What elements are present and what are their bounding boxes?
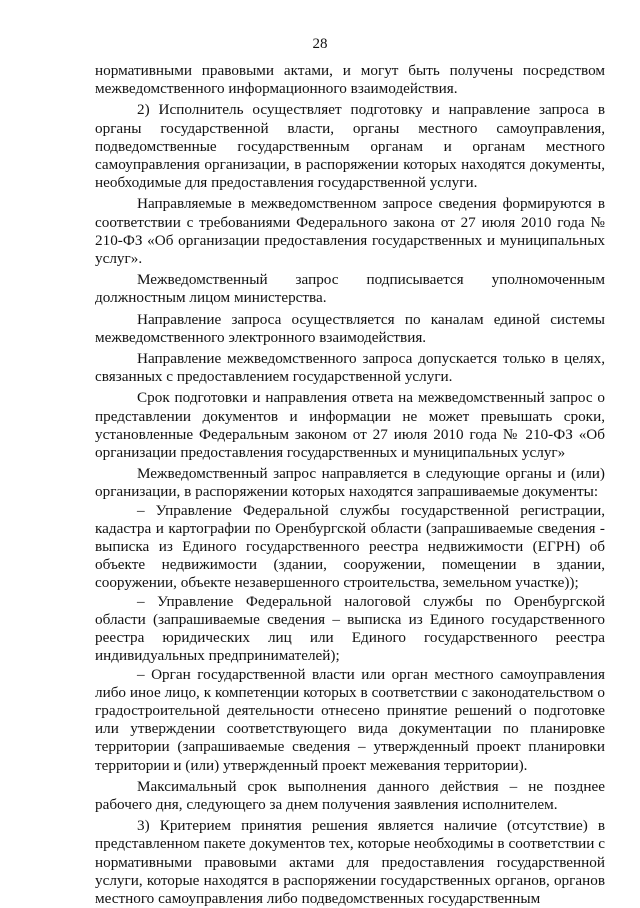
paragraph-item-2: 2) Исполнитель осуществляет подготовку и направление запроса в органы государственной власти, органы местного самоуправления, подведомственные государственным органам и органам местного самоуправления организации, в распоряжении которых находятся документы, необходимые для предоставления государственной услуги. [95,101,605,192]
paragraph-purpose: Направление межведомственного запроса допускается только в целях, связанных с предоставлением государственной услуги. [95,350,605,386]
paragraph-max-term: Максимальный срок выполнения данного действия – не позднее рабочего дня, следующего за днем получения заявления исполнителем. [95,777,605,813]
paragraph-channels: Направление запроса осуществляется по каналам единой системы межведомственного электронного взаимодействия. [95,310,605,346]
list-item-rosreestr: – Управление Федеральной службы государственной регистрации, кадастра и картографии по Оренбургской области (запрашиваемые сведения - выписка из Единого государственного реестра недвижимости (ЕГРН) об объекте недвижимости (здании, сооружении, помещении в здании, сооружении, объекте незавершенного строительства, земельном участке)); [95,501,605,592]
list-item-tax-service: – Управление Федеральной налоговой службы по Оренбургской области (запрашиваемые сведения – выписка из Единого государственного реестра юридических лиц или Единого государственного реестра индивидуальных предпринимателей); [95,592,605,665]
paragraph-signature: Межведомственный запрос подписывается уполномоченным должностным лицом министерства. [95,271,605,307]
paragraph-request-info: Направляемые в межведомственном запросе сведения формируются в соответствии с требованиями Федерального закона от 27 июля 2010 года № 210-ФЗ «Об организации предоставления государственных и муниципальных услуг». [95,195,605,268]
paragraph-deadline: Срок подготовки и направления ответа на межведомственный запрос о представлении документов и информации не может превышать сроки, установленные Федеральным законом от 27 июля 2010 года № 210-ФЗ «Об организации предоставления государственных и муниципальных услуг» [95,389,605,462]
paragraph-item-3: 3) Критерием принятия решения является наличие (отсутствие) в представленном пакете документов тех, которые необходимы в соответствии с нормативными правовыми актами для предоставления государственной услуги, которые находятся в распоряжении государственных органов, органов местного самоуправления либо подведомственных государственным [95,817,605,907]
document-body [95,62,605,908]
paragraph-recipients: Межведомственный запрос направляется в следующие органы и (или) организации, в распоряжении которых находятся запрашиваемые документы: [95,465,605,501]
paragraph-continuation: нормативными правовыми актами, и могут быть получены посредством межведомственного информационного взаимодействия. [95,62,605,98]
page-number: 28 [312,36,328,52]
list-item-planning-authority: – Орган государственной власти или орган местного самоуправления либо иное лицо, к компетенции которых в соответствии с законодательством о градостроительной деятельности отнесено принятие решений о подготовке или утверждении соответствующего вида документации по планировке территории (запрашиваемые сведения – утвержденный проект планировки территории и (или) утвержденный проект межевания территории). [95,665,605,774]
